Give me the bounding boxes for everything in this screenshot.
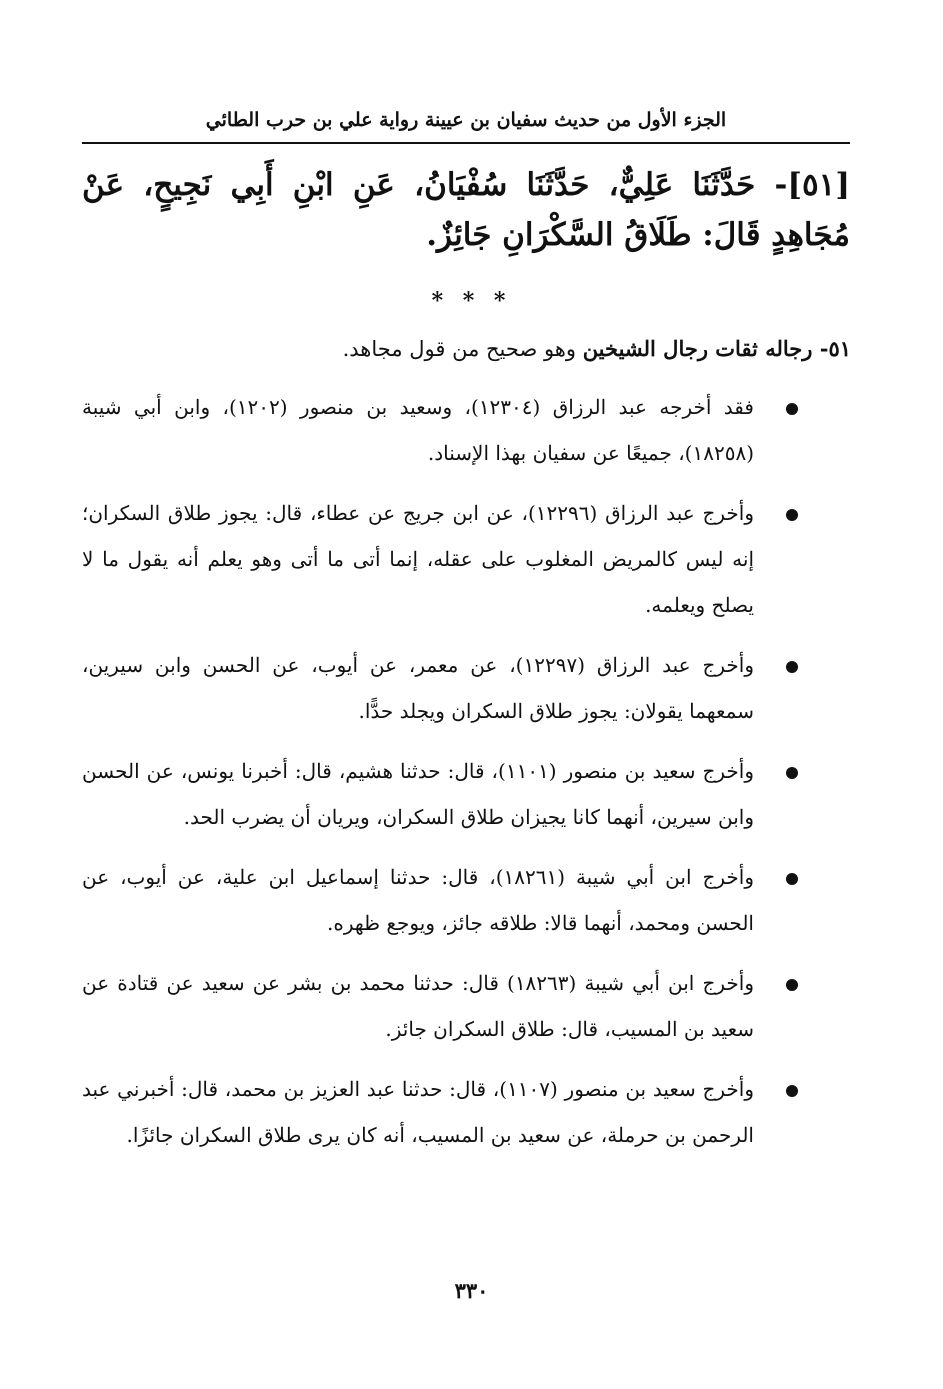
bullet-icon: [786, 509, 798, 521]
bullet-icon: [786, 661, 798, 673]
note-item: [82, 748, 850, 840]
note-item: [82, 1066, 850, 1158]
header-rule: [82, 142, 850, 144]
note-text: وأخرج عبد الرزاق (١٢٢٩٦)، عن ابن جريج عن عطاء، قال: يجوز طلاق السكران؛ إنه ليس كالمريض المغلوب على عقله، إنما أتى ما أتى وهو يعلم أنه يقول ما لا يصلح ويعلمه.: [82, 501, 754, 617]
bullet-icon: [786, 873, 798, 885]
grading-lead: رجاله ثقات رجال الشيخين: [582, 336, 813, 361]
note-item: [82, 854, 850, 946]
bullet-icon: [786, 1085, 798, 1097]
note-text: وأخرج سعيد بن منصور (١١٠٧)، قال: حدثنا عبد العزيز بن محمد، قال: أخبرني عبد الرحمن بن حرملة، عن سعيد بن المسيب، أنه كان يرى طلاق السكران جائزًا.: [82, 1077, 754, 1147]
grading-line: [151, 326, 851, 372]
note-item: [82, 490, 850, 628]
hadith-text: [٥١]- حَدَّثَنَا عَلِيٌّ، حَدَّثَنَا سُفْيَانُ، عَنِ ابْنِ أَبِي نَجِيحٍ، عَنْ مُجَاهِدٍ قَالَ: طَلَاقُ السَّكْرَانِ جَائِزٌ.: [82, 167, 850, 253]
page-number: ٣٣٠: [454, 1278, 489, 1303]
grading-rest: وهو صحيح من قول مجاهد.: [342, 337, 583, 361]
note-item: [82, 960, 850, 1052]
section-separator: * * *: [431, 288, 512, 314]
bullet-icon: [786, 979, 798, 991]
note-item: [82, 384, 850, 476]
note-text: وأخرج سعيد بن منصور (١١٠١)، قال: حدثنا هشيم، قال: أخبرنا يونس، عن الحسن وابن سيرين، أنهما كانا يجيزان طلاق السكران، ويريان أن يضرب الحد.: [82, 759, 754, 829]
running-header: الجزء الأول من حديث سفيان بن عيينة رواية علي بن حرب الطائي: [205, 109, 727, 131]
note-text: وأخرج ابن أبي شيبة (١٨٢٦١)، قال: حدثنا إسماعيل ابن علية، عن أيوب، عن الحسن ومحمد، أنهما قالا: طلاقه جائز، ويوجع ظهره.: [82, 865, 754, 935]
takhrij-notes: [82, 384, 850, 1172]
note-item: [82, 642, 850, 734]
bullet-icon: [786, 403, 798, 415]
grading-number: ٥١-: [812, 336, 851, 361]
note-text: وأخرج عبد الرزاق (١٢٢٩٧)، عن معمر، عن أيوب، عن الحسن وابن سيرين، سمعهما يقولان: يجوز طلاق السكران ويجلد حدًّا.: [82, 653, 754, 723]
note-text: وأخرج ابن أبي شيبة (١٨٢٦٣) قال: حدثنا محمد بن بشر عن سعيد عن قتادة عن سعيد بن المسيب، قال: طلاق السكران جائز.: [82, 971, 754, 1041]
note-text: فقد أخرجه عبد الرزاق (١٢٣٠٤)، وسعيد بن منصور (١٢٠٢)، وابن أبي شيبة (١٨٢٥٨)، جميعًا عن سفيان بهذا الإسناد.: [82, 395, 754, 465]
bullet-icon: [786, 767, 798, 779]
